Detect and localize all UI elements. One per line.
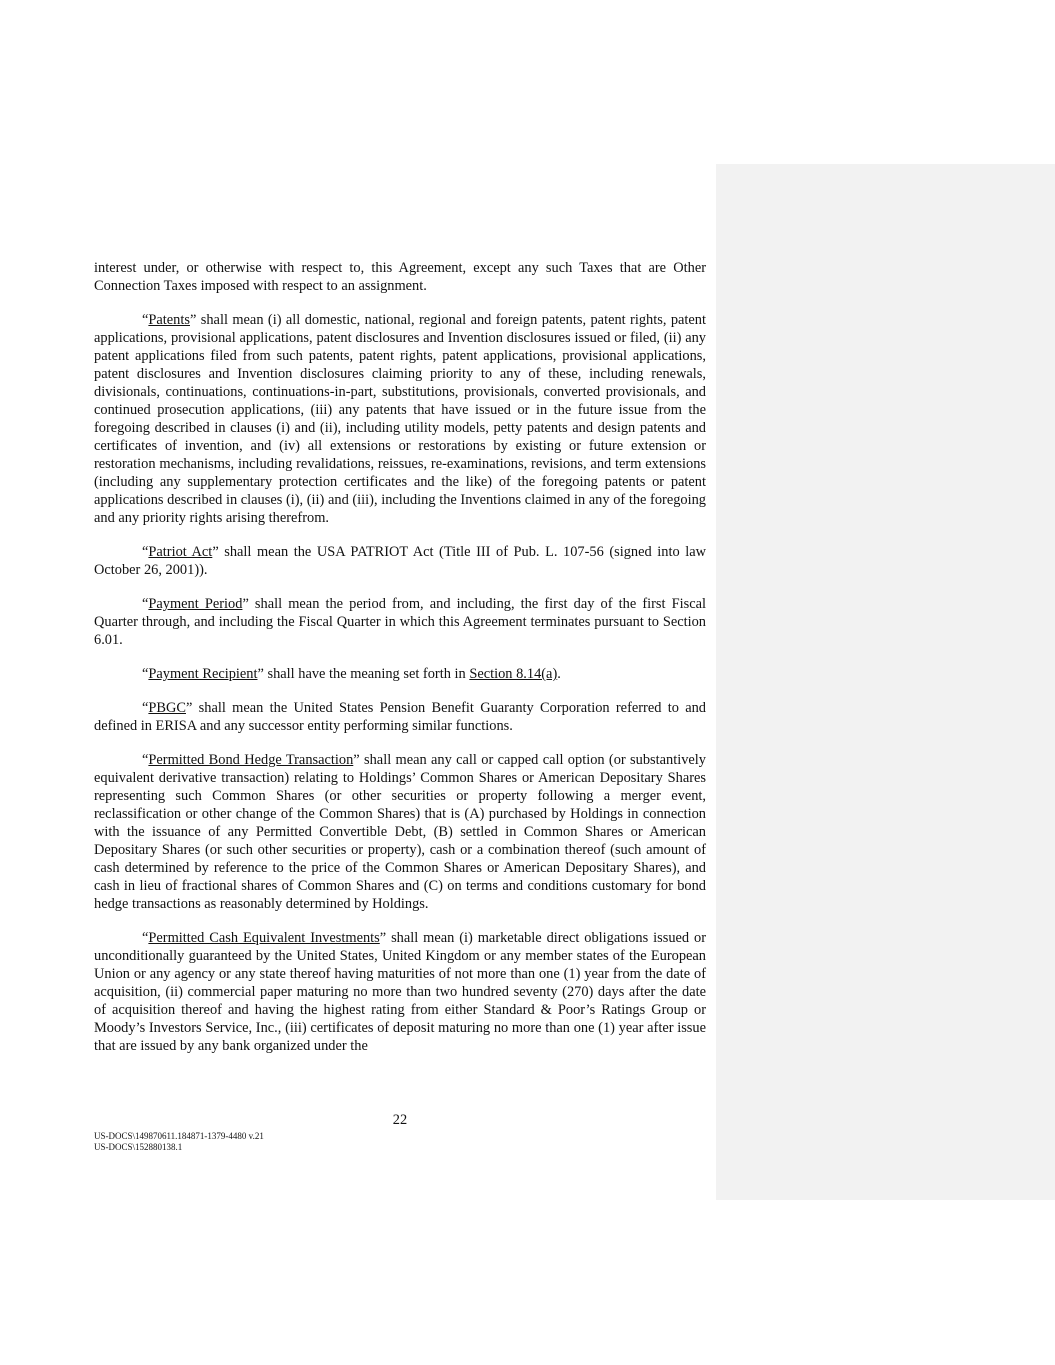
defined-term-payment-period: Payment Period	[148, 596, 243, 612]
document-body	[94, 259, 706, 1071]
definition-end: .	[557, 666, 561, 682]
doc-id-line-2: US-DOCS\152880138.1	[94, 1142, 183, 1152]
definition-patents	[94, 311, 706, 527]
quote-open: “	[142, 596, 149, 612]
doc-id-line-1: US-DOCS\149870611.184871-1379-4480 v.21	[94, 1131, 264, 1141]
defined-term-permitted-bond-hedge: Permitted Bond Hedge Transaction	[148, 752, 354, 768]
defined-term-patriot-act: Patriot Act	[148, 544, 213, 560]
defined-term-permitted-cash-equivalent: Permitted Cash Equivalent Investments	[148, 930, 380, 946]
quote-open: “	[142, 930, 149, 946]
quote-open: “	[142, 666, 149, 682]
definition-pbgc	[94, 699, 706, 735]
footer-doc-ids	[94, 1131, 264, 1153]
definition-text: ” shall have the meaning set forth in	[257, 666, 470, 682]
definition-permitted-bond-hedge	[94, 751, 706, 913]
quote-open: “	[142, 700, 149, 716]
section-reference-link: Section 8.14(a)	[469, 666, 558, 682]
comment-pane	[716, 164, 1055, 1200]
definition-text: ” shall mean the USA PATRIOT Act (Title III of Pub. L. 107-56 (signed into law October 26, 2001)).	[94, 544, 706, 578]
definition-payment-period	[94, 595, 706, 649]
quote-open: “	[142, 752, 149, 768]
defined-term-payment-recipient: Payment Recipient	[148, 666, 258, 682]
definition-text: ” shall mean the United States Pension Benefit Guaranty Corporation referred to and defined in ERISA and any successor entity performing similar functions.	[94, 700, 706, 734]
defined-term-patents: Patents	[148, 312, 190, 328]
quote-open: “	[142, 544, 149, 560]
definition-text: ” shall mean the period from, and including, the first day of the first Fiscal Quarter through, and including the Fiscal Quarter in which this Agreement terminates pursuant to Section 6.01.	[94, 596, 706, 648]
definition-text: ” shall mean (i) all domestic, national, regional and foreign patents, patent rights, patent applications, provisional applications, patent disclosures and Invention disclosures issued or filed, (ii) any patent applications filed from such patents, patent rights, patent applications, provisional applications, patent disclosures and Invention disclosures claiming priority to any of these, including renewals, divisionals, continuations, continuations-in-part, substitutions, provisionals, converted provisionals, and continued prosecution applications, (iii) any patents that have issued or in the future issue from the foregoing described in clauses (i) and (ii), including utility models, petty patents and design patents and certificates of invention, and (iv) all extensions or restorations by existing or future extension or restoration mechanisms, including revalidations, reissues, re-examinations, revisions, and term extensions (including any supplementary protection certificates and the like) of the foregoing patents or patent applications described in clauses (i), (ii) and (iii), including the Inventions claimed in any of the foregoing and any priority rights arising therefrom.	[94, 312, 706, 526]
definition-permitted-cash-equivalent	[94, 929, 706, 1055]
definition-text: ” shall mean (i) marketable direct obligations issued or unconditionally guaranteed by the United States, United Kingdom or any member states of the European Union or any agency or any state thereof having maturities of not more than one (1) year from the date of acquisition, (ii) commercial paper maturing no more than two hundred seventy (270) days after the date of acquisition thereof and having the highest rating from either Standard & Poor’s Ratings Group or Moody’s Investors Service, Inc., (iii) certificates of deposit maturing no more than one (1) year after issue that are issued by any bank organized under the	[94, 930, 706, 1054]
page-number: 22	[392, 1112, 408, 1128]
paragraph-continuation: interest under, or otherwise with respect to, this Agreement, except any such Taxes that are Other Connection Taxes imposed with respect to an assignment.	[94, 260, 706, 294]
definition-patriot-act	[94, 543, 706, 579]
defined-term-pbgc: PBGC	[148, 700, 186, 716]
definition-text: ” shall mean any call or capped call option (or substantively equivalent derivative transaction) relating to Holdings’ Common Shares or American Depositary Shares representing such Common Shares (or other securities or property following a merger event, reclassification or other change of the Common Shares) that is (A) purchased by Holdings in connection with the issuance of any Permitted Convertible Debt, (B) settled in Common Shares or American Depositary Shares (or such other securities or property), cash or a combination thereof (such amount of cash determined by reference to the price of the Common Shares or American Depositary Shares), and cash in lieu of fractional shares of Common Shares and (C) on terms and conditions customary for bond hedge transactions as reasonably determined by Holdings.	[94, 752, 706, 912]
quote-open: “	[142, 312, 149, 328]
definition-payment-recipient	[94, 665, 706, 683]
